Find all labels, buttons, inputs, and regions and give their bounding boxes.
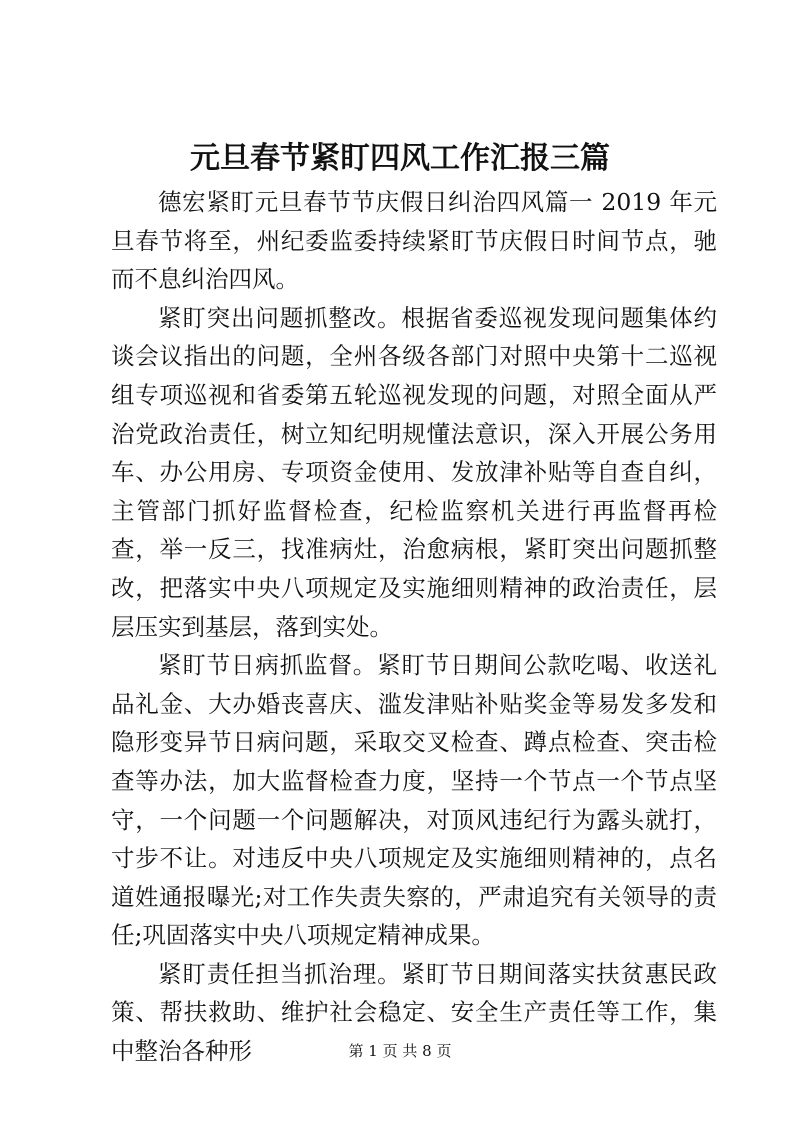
paragraph-supervision: 紧盯节日病抓监督。紧盯节日期间公款吃喝、收送礼品礼金、大办婚丧喜庆、滥发津贴补贴奖金等易发多发和隐形变异节日病问题，采取交叉检查、蹲点检查、突击检查等办法，加大监督检查力度，坚持一个节点一个节点坚守，一个问题一个问题解决，对顶风违纪行为露头就打，寸步不让。对违反中央八项规定及实施细则精神的，点名道姓通报曝光;对工作失责失察的，严肃追究有关领导的责任;巩固落实中央八项规定精神成果。 — [111, 651, 717, 950]
paragraph-intro: 德宏紧盯元旦春节节庆假日纠治四风篇一 2019 年元旦春节将至，州纪委监委持续紧盯节庆假日时间节点，驰而不息纠治四风。 — [111, 188, 717, 294]
paragraph-responsibility: 紧盯责任担当抓治理。紧盯节日期间落实扶贫惠民政策、帮扶救助、维护社会稳定、安全生产责任等工作，集中整治各种形 — [111, 959, 717, 1066]
paragraph-rectification: 紧盯突出问题抓整改。根据省委巡视发现问题集体约谈会议指出的问题，全州各级各部门对照中央第十二巡视组专项巡视和省委第五轮巡视发现的问题，对照全面从严治党政治责任，树立知纪明规懂法意识，深入开展公务用车、办公用房、专项资金使用、发放津补贴等自查自纠，主管部门抓好监督检查，纪检监察机关进行再监督再检查，举一反三，找准病灶，治愈病根，紧盯突出问题抓整改，把落实中央八项规定及实施细则精神的政治责任，层层压实到基层，落到实处。 — [111, 303, 717, 641]
page-number-footer: 第 1 页 共 8 页 — [348, 1042, 452, 1060]
document-title: 元旦春节紧盯四风工作汇报三篇 — [190, 141, 610, 176]
document-body — [111, 183, 717, 1071]
